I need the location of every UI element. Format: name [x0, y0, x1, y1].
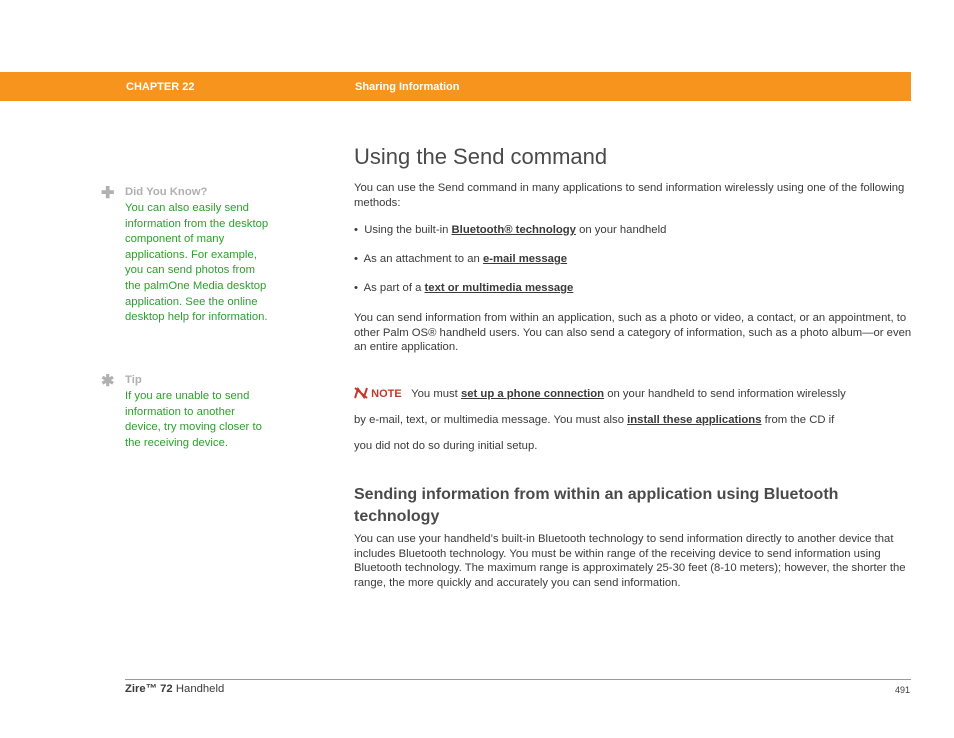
tip-text: If you are unable to send information to another device, try moving closer to the receiving device.	[125, 390, 262, 449]
install-applications-link[interactable]: install these applications	[627, 414, 762, 426]
page-title: Using the Send command	[354, 144, 608, 169]
multimedia-message-link[interactable]: text or multimedia message	[424, 282, 574, 294]
did-you-know-title: Did You Know?	[125, 186, 208, 198]
note-line-3: you did not do so during initial setup.	[354, 440, 538, 452]
footer-product: Zire™ 72 Handheld	[125, 683, 225, 695]
footer-divider	[125, 679, 911, 680]
bluetooth-paragraph: You can use your handheld’s built-in Bluetooth technology to send information directly to another device that includes Bluetooth technology. You must be within range of the receiving device to send information using Bluetooth technology. The maximum range is approximately 25-30 feet (8-10 meters); however, the shorter the range, the more quickly and accurately you can send information.	[354, 533, 906, 589]
asterisk-icon: ✱	[101, 373, 115, 390]
subheading: Sending information from within an application using Bluetooth technology	[354, 486, 839, 525]
bluetooth-link[interactable]: Bluetooth® technology	[451, 224, 576, 236]
tip-title: Tip	[125, 374, 142, 386]
note-label: NOTE	[371, 388, 402, 400]
list-item: • As part of a text or multimedia message	[354, 282, 574, 294]
phone-connection-link[interactable]: set up a phone connection	[460, 388, 605, 400]
chapter-label: CHAPTER 22	[126, 81, 195, 93]
intro-paragraph: You can use the Send command in many applications to send information wirelessly using one of the following methods:	[354, 182, 905, 209]
note-icon	[354, 387, 368, 402]
note-line-1: NOTE You must set up a phone connection on your handheld to send information wirelessly	[354, 387, 846, 402]
list-item: • As an attachment to an e-mail message	[354, 253, 568, 265]
did-you-know-text: You can also easily send information from the desktop component of many applications. For example, you can send photos from the palmOne Media desktop application. See the online desktop help for information.	[125, 202, 269, 324]
list-item: • Using the built-in Bluetooth® technology on your handheld	[354, 224, 667, 236]
plus-icon: ✚	[101, 185, 115, 202]
note-line-2: by e-mail, text, or multimedia message. You must also install these applications from the CD if	[354, 414, 835, 426]
email-link[interactable]: e-mail message	[482, 253, 568, 265]
section-label: Sharing Information	[355, 81, 460, 93]
send-info-paragraph: You can send information from within an application, such as a photo or video, a contact, or an appointment, to other Palm OS® handheld users. You can also send a category of information, such as a photo album—or even an entire application.	[354, 312, 912, 354]
page-number: 491	[894, 685, 910, 695]
